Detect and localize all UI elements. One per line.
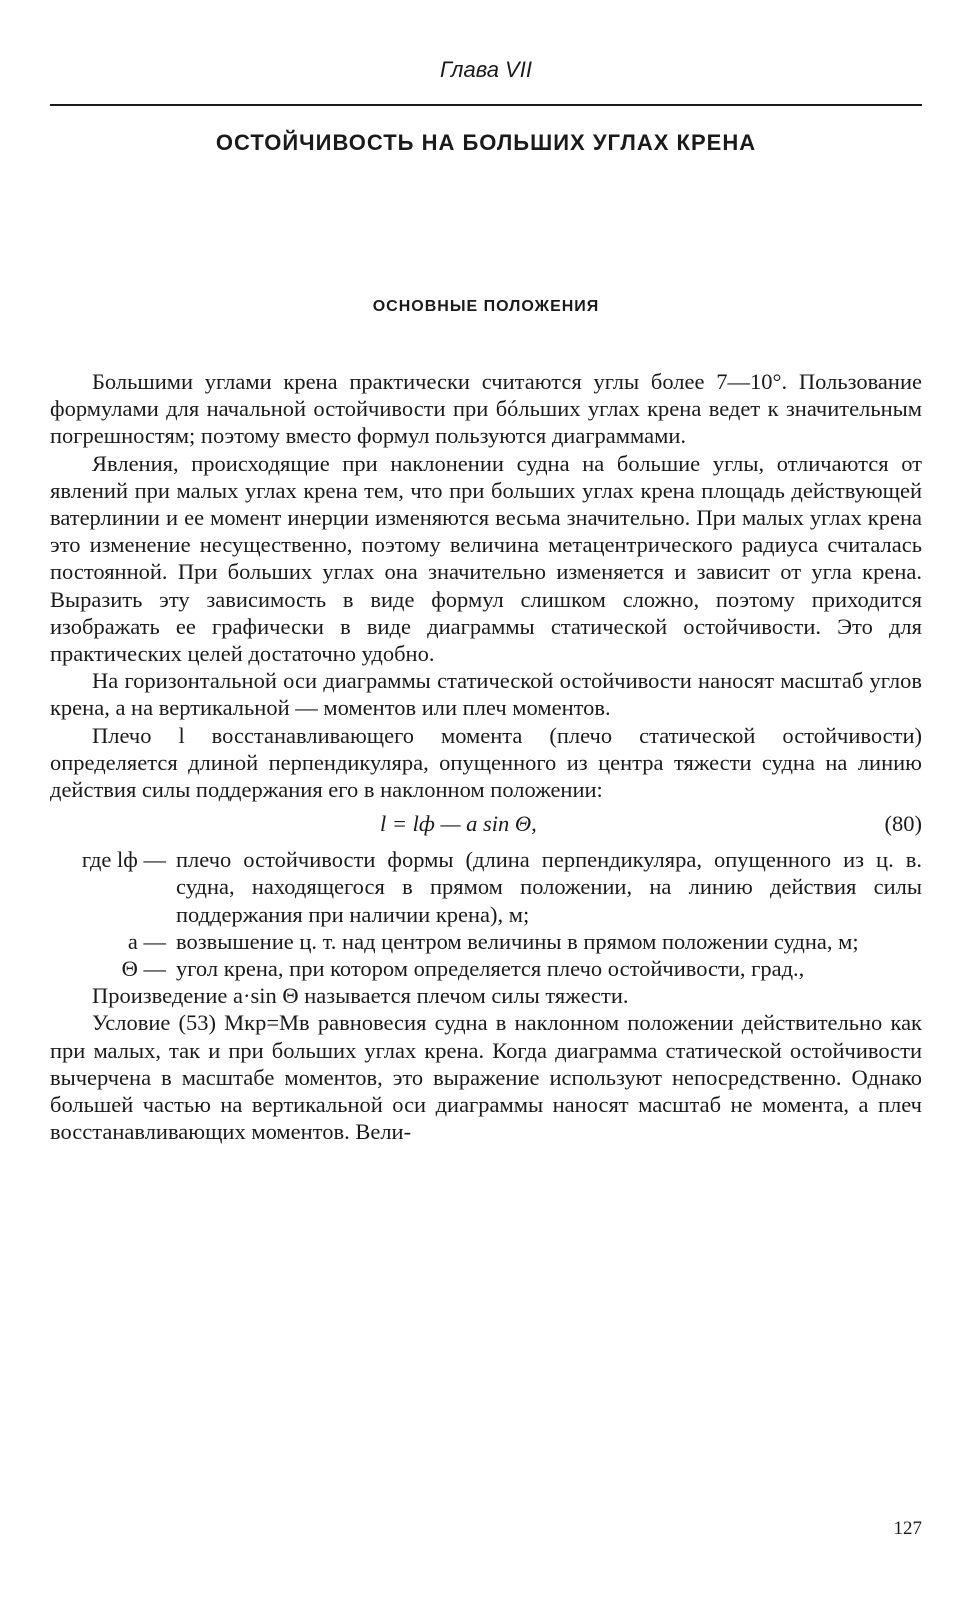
definition-text: плечо остойчивости формы (длина перпендикуляра, опущенного из ц. в. судна, находящегося в прямом положении, на линию действия силы поддержания при наличии крена), м; (176, 847, 922, 927)
definition-list (50, 846, 922, 982)
definition-item (50, 928, 922, 955)
definition-key: Θ — (121, 956, 166, 982)
paragraph-1: Большими углами крена практически считаются углы более 7—10°. Пользование формулами для начальной остойчивости при бóльших углах крена ведет к значительным погрешностям; поэтому вместо формул пользуются диаграммами. (50, 369, 922, 449)
formula-number: (80) (884, 811, 922, 837)
paragraph-4: Плечо l восстанавливающего момента (плечо статической остойчивости) определяется длиной перпендикуляра, опущенного из центра тяжести судна на линию действия силы поддержания его в наклонном положении: (50, 722, 922, 803)
definition-text: угол крена, при котором определяется плечо остойчивости, град., (176, 956, 805, 982)
definition-item (50, 846, 922, 928)
paragraph-3: На горизонтальной оси диаграммы статической остойчивости наносят масштаб углов крена, а на вертикальной — моментов или плеч моментов. (50, 668, 922, 721)
page-body (50, 368, 922, 1145)
section-heading: ОСНОВНЫЕ ПОЛОЖЕНИЯ (372, 298, 600, 315)
header-rule (50, 104, 922, 106)
book-page (50, 0, 922, 1600)
formula-expression: l = lф — a sin Θ, (380, 811, 537, 837)
chapter-label: Глава VII (440, 57, 532, 82)
paragraph-2: Явления, происходящие при наклонении судна на большие углы, отличаются от явлений при малых углах крена тем, что при больших углах крена площадь действующей ватерлинии и ее момент инерции изменяются весьма значительно. При малых углах крена это изменение несущественно, поэтому величина метацентрического радиуса считалась постоянной. При больших углах она значительно изменяется и зависит от угла крена. Выразить эту зависимость в виде формул слишком сложно, поэтому приходится изображать ее графически в виде диаграммы статической остойчивости. Это для практических целей достаточно удобно. (50, 450, 922, 667)
definition-key: a — (127, 928, 166, 954)
paragraph-6: Условие (53) Mкр=Mв равновесия судна в наклонном положении действительно как при малых, так и при больших углах крена. Когда диаграмма статической остойчивости вычерчена в масштабе моментов, это выражение используют непосредственно. Однако большей частью на вертикальной оси диаграммы наносят масштаб не момента, а плеч восстанавливающих моментов. Вели- (50, 1010, 922, 1145)
page-number: 127 (893, 1518, 922, 1539)
definition-item (50, 955, 922, 982)
definition-key: где lф — (81, 847, 166, 873)
paragraph-5: Произведение a·sin Θ называется плечом силы тяжести. (92, 983, 629, 1009)
formula-80 (50, 806, 922, 840)
chapter-title: ОСТОЙЧИВОСТЬ НА БОЛЬШИХ УГЛАХ КРЕНА (215, 130, 757, 155)
definition-text: возвышение ц. т. над центром величины в прямом положении судна, м; (176, 928, 859, 954)
